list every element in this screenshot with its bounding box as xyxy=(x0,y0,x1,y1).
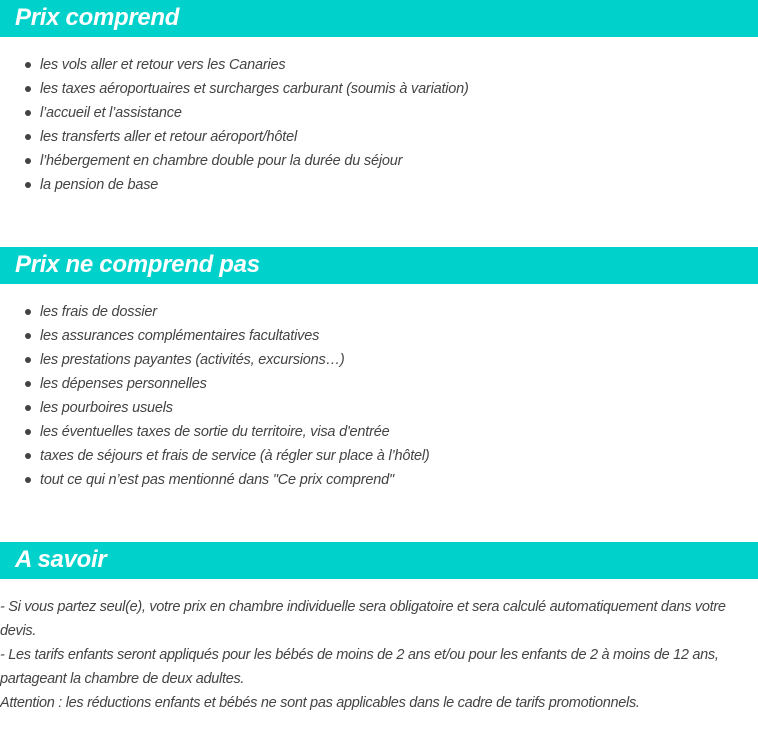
section-title: A savoir xyxy=(15,546,107,573)
list-item-text: les transferts aller et retour aéroport/hôtel xyxy=(40,129,297,145)
bullet-icon xyxy=(25,381,31,387)
list-item xyxy=(0,348,430,372)
list-item xyxy=(0,149,469,173)
section-header-prix-comprend xyxy=(0,0,758,37)
list-item-text: les prestations payantes (activités, excursions…) xyxy=(40,352,345,368)
list-item-text: l’accueil et l’assistance xyxy=(40,105,182,121)
list-item xyxy=(0,372,430,396)
bullet-icon xyxy=(25,110,31,116)
info-text-block xyxy=(0,595,758,715)
list-item-text: les éventuelles taxes de sortie du territoire, visa d'entrée xyxy=(40,424,390,440)
list-item xyxy=(0,468,430,492)
list-item-text: les vols aller et retour vers les Canaries xyxy=(40,57,286,73)
bullet-icon xyxy=(25,158,31,164)
bullet-icon xyxy=(25,357,31,363)
bullet-icon xyxy=(25,62,31,68)
info-paragraph: - Les tarifs enfants seront appliqués pour les bébés de moins de 2 ans et/ou pour les enfants de 2 à moins de 12 ans, partageant la chambre de deux adultes. xyxy=(0,647,719,687)
bullet-icon xyxy=(25,86,31,92)
list-item-text: l’hébergement en chambre double pour la durée du séjour xyxy=(40,153,403,169)
list-item xyxy=(0,125,469,149)
list-item-text: les taxes aéroportuaires et surcharges carburant (soumis à variation) xyxy=(40,81,469,97)
list-item-text: les dépenses personnelles xyxy=(40,376,207,392)
info-paragraph: Attention : les réductions enfants et bébés ne sont pas applicables dans le cadre de tarifs promotionnels. xyxy=(0,695,640,711)
section-header-prix-ne-comprend-pas xyxy=(0,247,758,284)
bullet-icon xyxy=(25,477,31,483)
list-item-text: tout ce qui n’est pas mentionné dans "Ce prix comprend" xyxy=(40,472,394,488)
included-list xyxy=(0,53,469,197)
list-item-text: la pension de base xyxy=(40,177,159,193)
list-item xyxy=(0,77,469,101)
bullet-icon xyxy=(25,405,31,411)
bullet-icon xyxy=(25,453,31,459)
list-item xyxy=(0,300,430,324)
section-title: Prix comprend xyxy=(15,4,180,31)
list-item-text: les pourboires usuels xyxy=(40,400,173,416)
list-item-text: les assurances complémentaires facultatives xyxy=(40,328,320,344)
list-item xyxy=(0,173,469,197)
bullet-icon xyxy=(25,182,31,188)
excluded-list xyxy=(0,300,430,492)
info-paragraph: - Si vous partez seul(e), votre prix en chambre individuelle sera obligatoire et sera calculé automatiquement dans votre devis. xyxy=(0,599,726,639)
bullet-icon xyxy=(25,134,31,140)
list-item xyxy=(0,324,430,348)
bullet-icon xyxy=(25,309,31,315)
section-title: Prix ne comprend pas xyxy=(15,251,260,278)
list-item xyxy=(0,53,469,77)
bullet-icon xyxy=(25,429,31,435)
list-item-text: les frais de dossier xyxy=(40,304,157,320)
list-item-text: taxes de séjours et frais de service (à régler sur place à l’hôtel) xyxy=(40,448,430,464)
list-item xyxy=(0,420,430,444)
list-item xyxy=(0,444,430,468)
list-item xyxy=(0,396,430,420)
list-item xyxy=(0,101,469,125)
section-header-a-savoir xyxy=(0,542,758,579)
bullet-icon xyxy=(25,333,31,339)
